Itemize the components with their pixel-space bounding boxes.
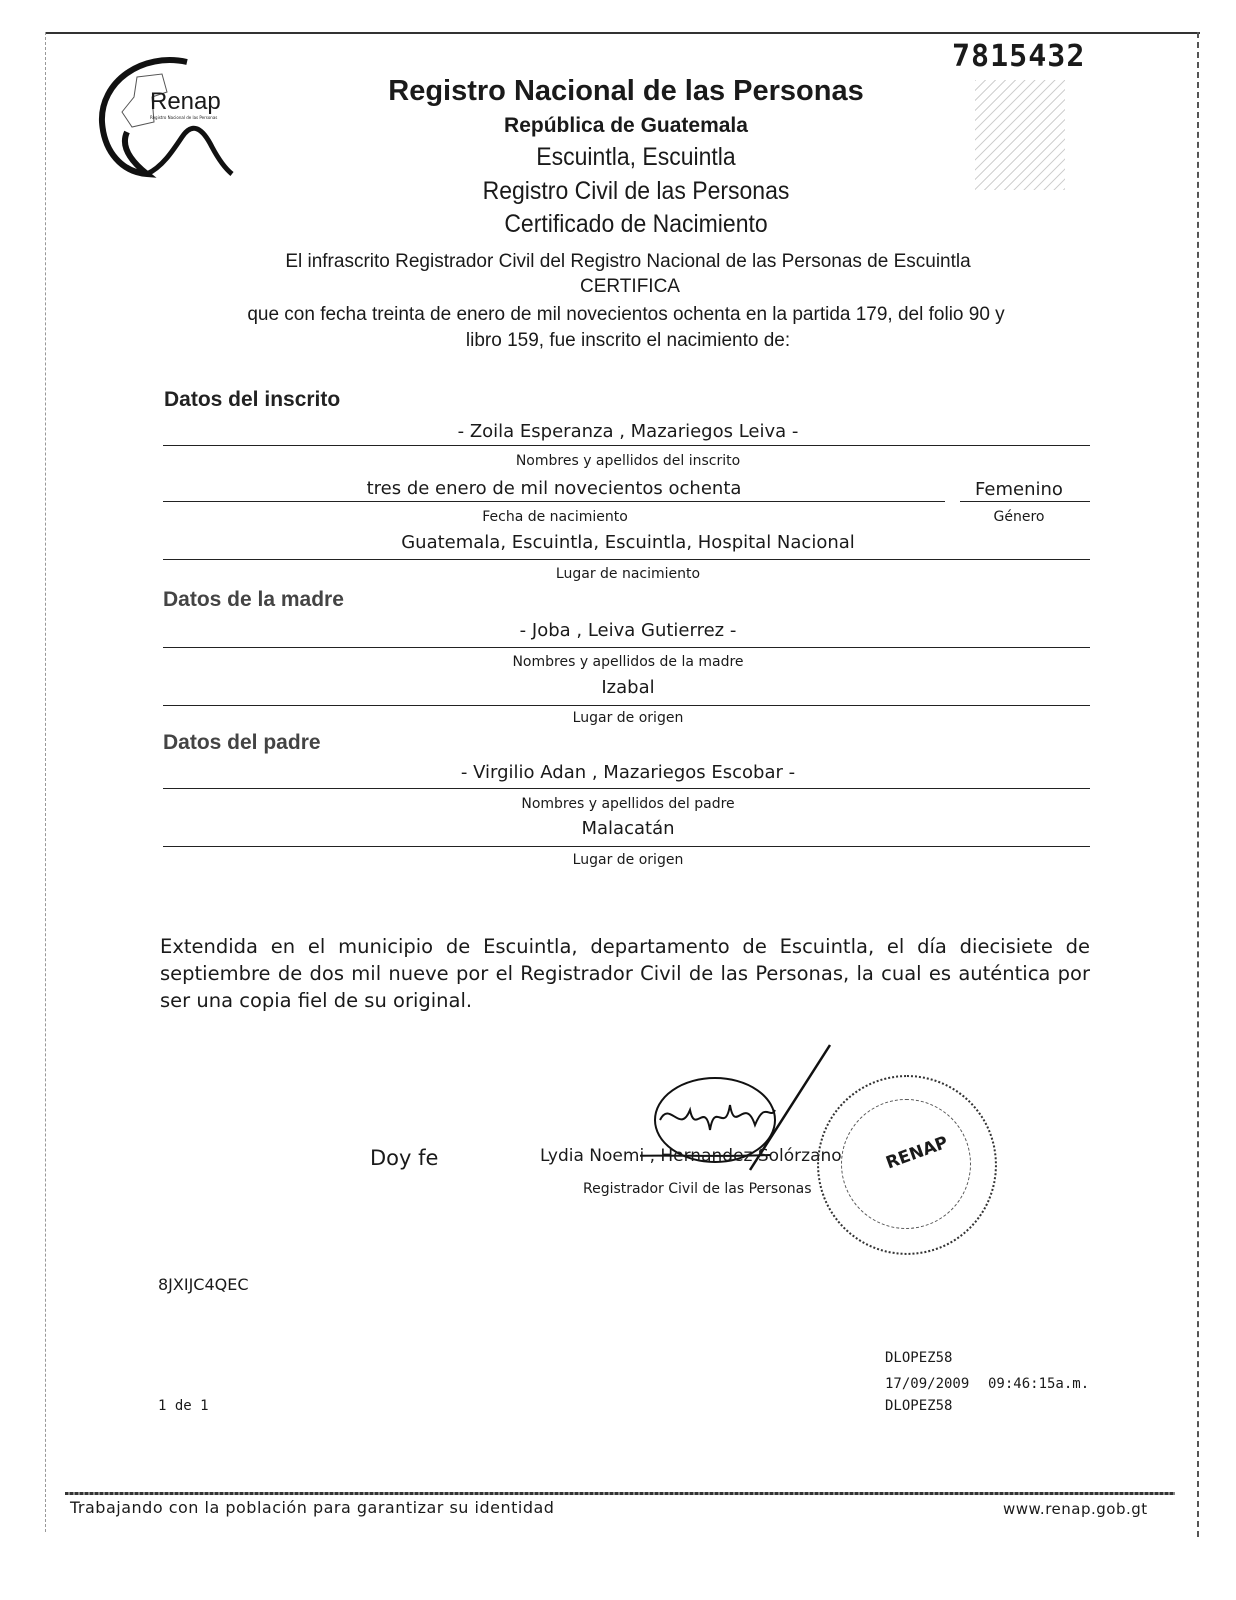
registrar-name: Lydia Noemi , Hernandez Solórzano <box>540 1146 842 1166</box>
user-id-2: DLOPEZ58 <box>885 1398 953 1414</box>
serial-number: 7815432 <box>952 39 1086 74</box>
logo-subtext: Registro Nacional de las Personas <box>150 115 218 120</box>
doy-fe: Doy fe <box>370 1146 439 1170</box>
father-origin: Malacatán <box>581 818 675 839</box>
document-type: Certificado de Nacimiento <box>504 210 768 238</box>
office: Registro Civil de las Personas <box>482 177 790 205</box>
intro-line-1: El infrascrito Registrador Civil del Registro Nacional de las Personas de Escuintla <box>285 251 971 272</box>
registrant-name: - Zoila Esperanza , Mazariegos Leiva - <box>457 421 799 442</box>
section-title-padre: Datos del padre <box>163 731 321 754</box>
father-name: - Virgilio Adan , Mazariegos Escobar - <box>460 762 796 783</box>
divider <box>163 705 1090 706</box>
birth-place-label: Lugar de nacimiento <box>555 566 701 582</box>
intro-certifica: CERTIFICA <box>580 276 680 297</box>
verification-code: 8JXIJC4QEC <box>158 1275 249 1294</box>
section-title-madre: Datos de la madre <box>163 588 344 611</box>
mother-name: - Joba , Leiva Gutierrez - <box>519 620 737 641</box>
country: República de Guatemala <box>504 114 748 137</box>
stamp-logo: RENAP <box>883 1132 951 1174</box>
father-name-label: Nombres y apellidos del padre <box>521 796 735 812</box>
user-id: DLOPEZ58 <box>885 1350 953 1366</box>
father-origin-label: Lugar de origen <box>572 852 684 868</box>
faded-stamp <box>975 80 1065 190</box>
official-stamp <box>817 1075 997 1255</box>
mother-origin: Izabal <box>601 677 655 698</box>
intro-line-4: libro 159, fue inscrito el nacimiento de: <box>465 330 791 351</box>
gender: Femenino <box>975 479 1063 500</box>
page-title: Registro Nacional de las Personas <box>388 75 864 107</box>
divider <box>163 445 1090 446</box>
gender-label: Género <box>993 509 1045 525</box>
intro-line-3: que con fecha treinta de enero de mil novecientos ochenta en la partida 179, del folio 90 y <box>247 304 1005 325</box>
mother-origin-label: Lugar de origen <box>572 710 684 726</box>
page-border-top <box>45 32 1200 34</box>
divider <box>163 647 1090 648</box>
logo-text: Renap <box>150 88 221 115</box>
page-border-right <box>1197 32 1199 1537</box>
issue-time: 09:46:15a.m. <box>988 1376 1090 1392</box>
birth-date: tres de enero de mil novecientos ochenta <box>366 478 742 499</box>
page-border-left <box>45 32 46 1532</box>
closing-paragraph: Extendida en el municipio de Escuintla, departamento de Escuintla, el día diecisiete de septiembre de dos mil nueve por el Registrador Civil de las Personas, la cual es auténtica por ser una copia fiel de su original. <box>160 935 1090 1012</box>
divider <box>163 559 1090 560</box>
registrar-title: Registrador Civil de las Personas <box>583 1181 812 1197</box>
footer-rule <box>65 1492 1175 1495</box>
divider <box>163 788 1090 789</box>
location: Escuintla, Escuintla <box>536 143 736 171</box>
registrant-name-label: Nombres y apellidos del inscrito <box>515 453 741 469</box>
divider <box>163 501 945 502</box>
footer-slogan: Trabajando con la población para garantizar su identidad <box>70 1498 555 1517</box>
divider <box>960 501 1090 502</box>
page-number: 1 de 1 <box>158 1398 209 1414</box>
birth-date-label: Fecha de nacimiento <box>482 509 628 525</box>
divider <box>163 846 1090 847</box>
footer-url[interactable]: www.renap.gob.gt <box>1003 1500 1148 1518</box>
issue-date: 17/09/2009 <box>885 1376 970 1392</box>
mother-name-label: Nombres y apellidos de la madre <box>512 654 744 670</box>
birth-place: Guatemala, Escuintla, Escuintla, Hospital Nacional <box>401 532 855 553</box>
section-title-inscrito: Datos del inscrito <box>164 388 341 411</box>
